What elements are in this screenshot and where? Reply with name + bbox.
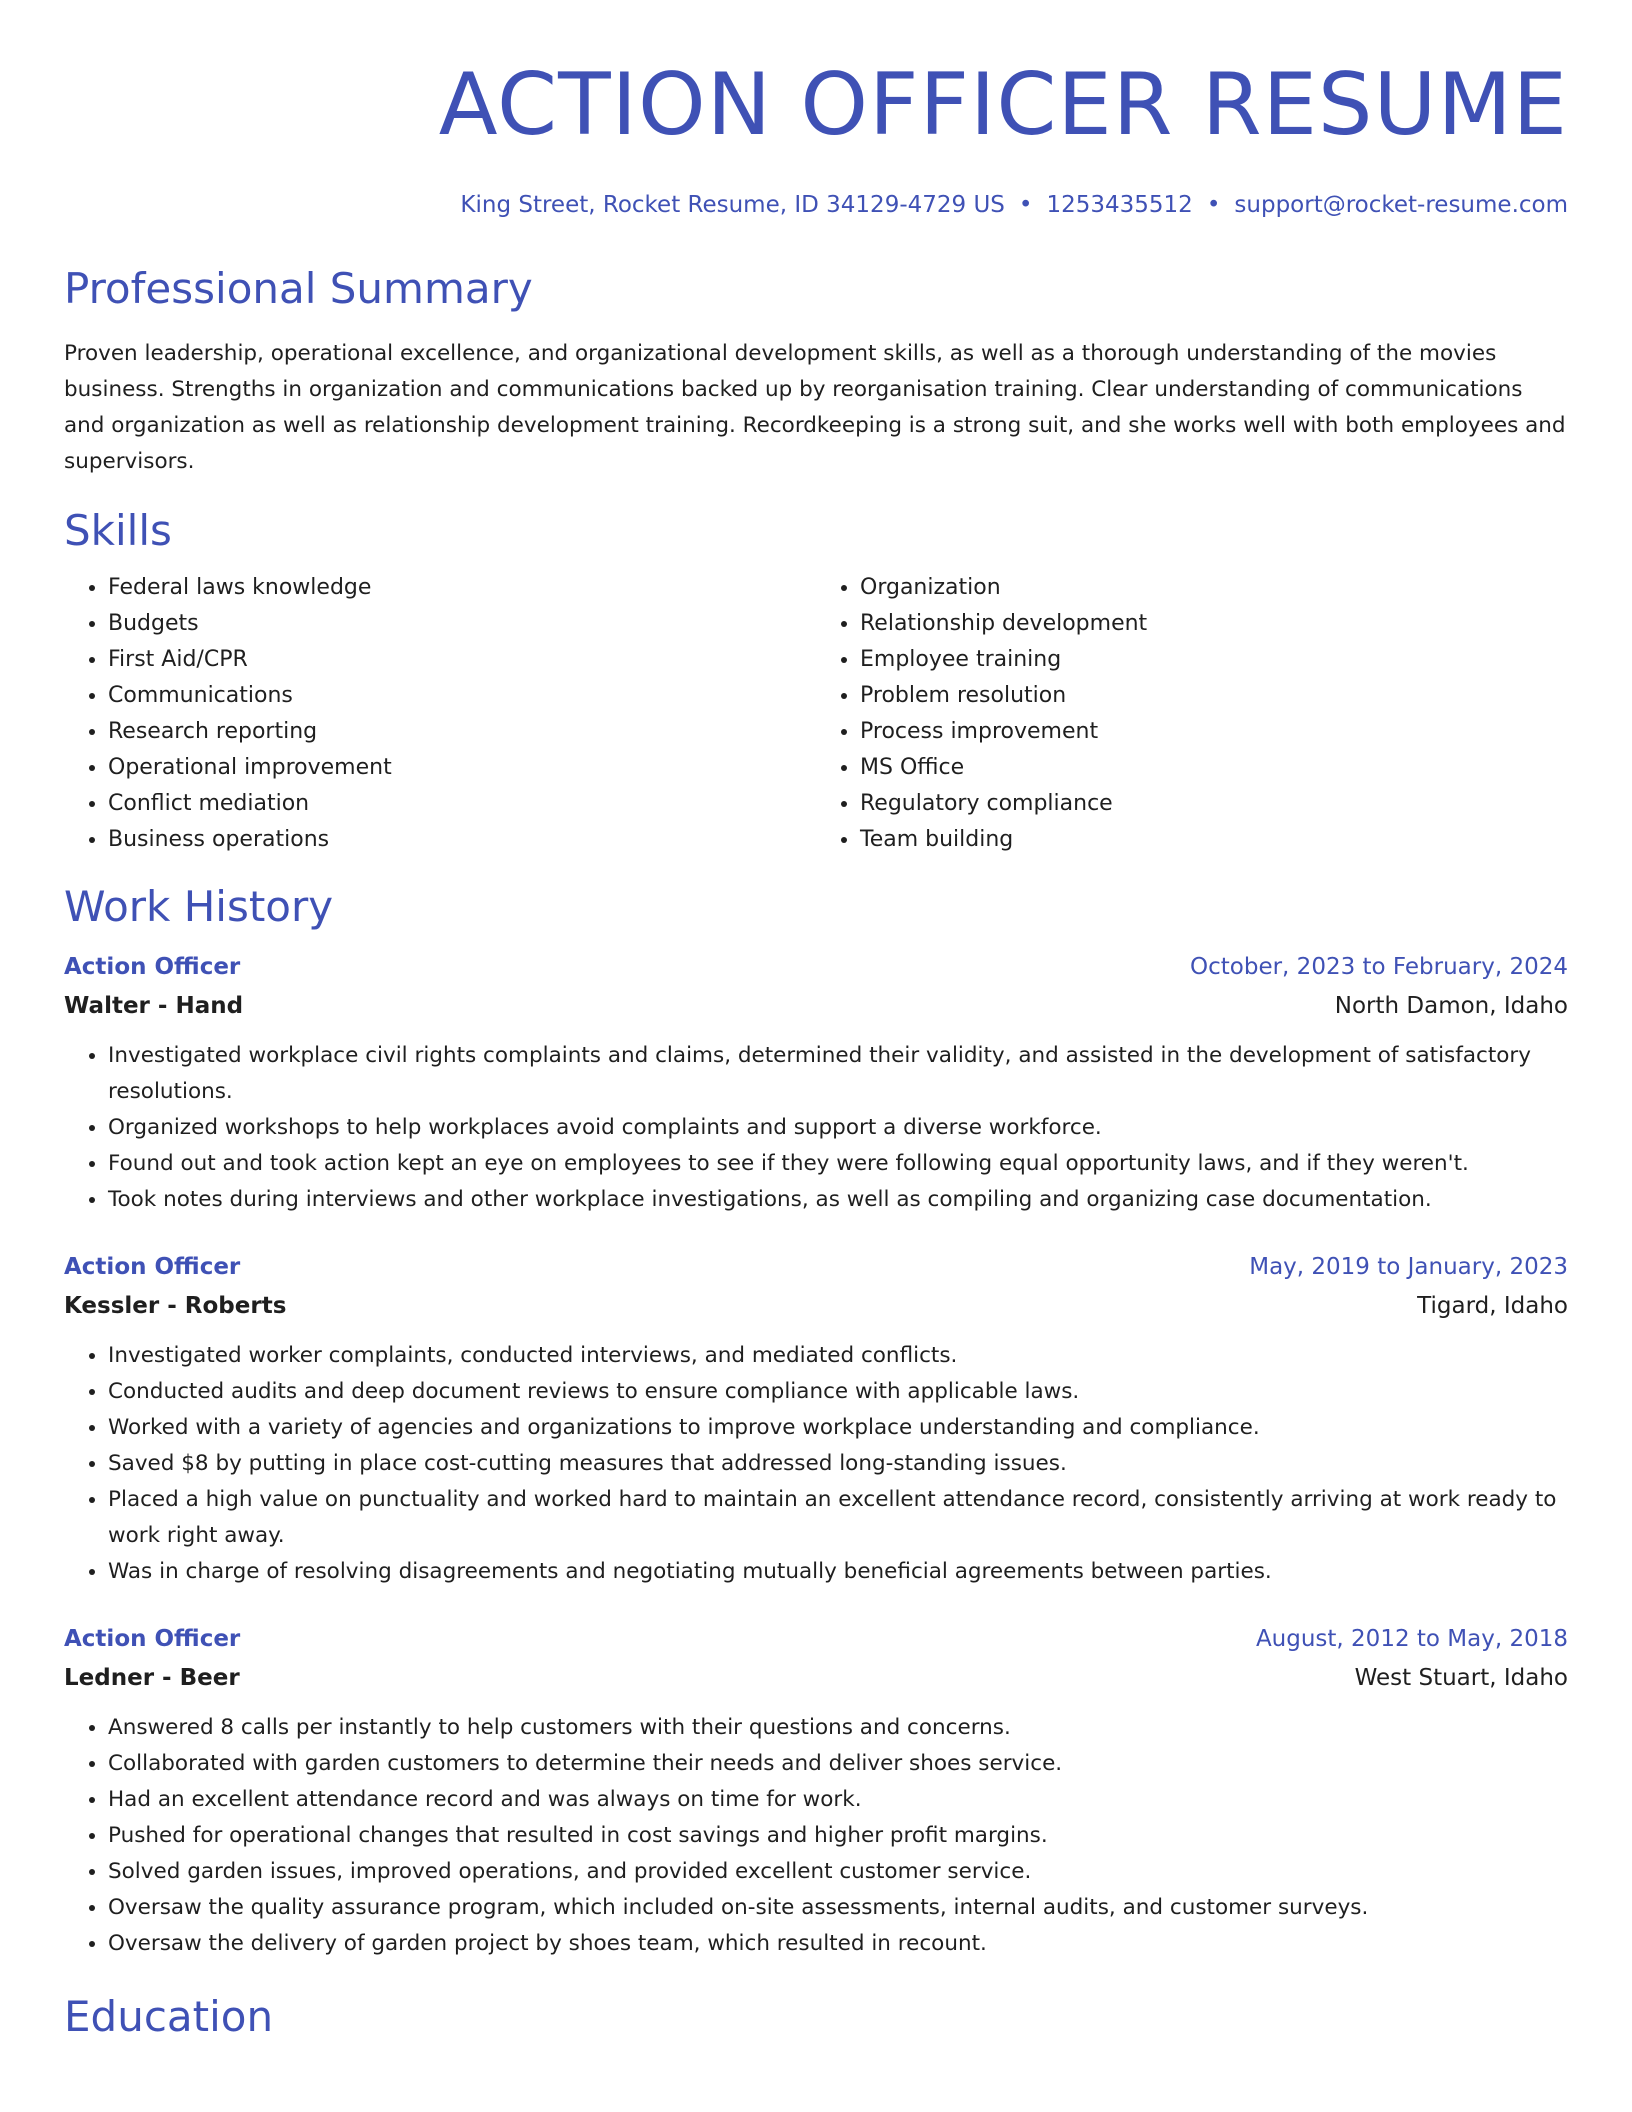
skill-item: • Employee training [860, 642, 1568, 678]
skills-column-left [64, 570, 816, 858]
skill-item: • Conflict mediation [108, 786, 816, 822]
separator: • [1206, 192, 1221, 218]
job-entry [64, 1620, 1568, 1962]
work-history-heading: Work History [64, 882, 334, 931]
skill-item: • Business operations [108, 822, 816, 858]
skill-item: • Regulatory compliance [860, 786, 1568, 822]
email-link[interactable]: support@rocket-resume.com [1234, 192, 1568, 218]
skill-item: • Federal laws knowledge [108, 570, 816, 606]
job-entry [64, 1248, 1568, 1590]
job-bullet: • Oversaw the quality assurance program, which included on-site assessments, internal audits, and customer surveys. [108, 1890, 1568, 1926]
job-bullet: • Answered 8 calls per instantly to help customers with their questions and concerns. [108, 1710, 1568, 1746]
job-location: Tigard, Idaho [1417, 1293, 1568, 1319]
job-bullet: • Solved garden issues, improved operations, and provided excellent customer service. [108, 1854, 1568, 1890]
company-name: Walter - Hand [64, 993, 244, 1019]
job-title: Action Officer [64, 1626, 241, 1652]
summary-heading: Professional Summary [64, 264, 533, 313]
job-bullet: • Pushed for operational changes that resulted in cost savings and higher profit margins. [108, 1818, 1568, 1854]
job-bullet: • Investigated workplace civil rights complaints and claims, determined their validity, and assisted in the development of satisfactory resolutions. [108, 1038, 1568, 1110]
job-dates: August, 2012 to May, 2018 [1255, 1626, 1568, 1652]
skill-item: • Research reporting [108, 714, 816, 750]
job-bullet: • Saved $8 by putting in place cost-cutting measures that addressed long-standing issues. [108, 1446, 1568, 1482]
skill-item: • Team building [860, 822, 1568, 858]
job-bullet: • Took notes during interviews and other workplace investigations, as well as compiling and organizing case documentation. [108, 1182, 1568, 1218]
education-heading: Education [64, 1992, 274, 2041]
job-location: West Stuart, Idaho [1354, 1665, 1568, 1691]
job-bullet: • Conducted audits and deep document reviews to ensure compliance with applicable laws. [108, 1374, 1568, 1410]
phone: 1253435512 [1046, 192, 1193, 218]
job-bullet: • Collaborated with garden customers to determine their needs and deliver shoes service. [108, 1746, 1568, 1782]
job-bullet: • Was in charge of resolving disagreements and negotiating mutually beneficial agreements between parties. [108, 1554, 1568, 1590]
separator: • [1018, 192, 1033, 218]
job-title: Action Officer [64, 954, 241, 980]
company-name: Ledner - Beer [64, 1665, 240, 1691]
job-location: North Damon, Idaho [1334, 993, 1568, 1019]
skill-item: • Process improvement [860, 714, 1568, 750]
skill-item: • Communications [108, 678, 816, 714]
skills-column-right [816, 570, 1568, 858]
address: King Street, Rocket Resume, ID 34129-4729 US [460, 192, 1005, 218]
skill-item: • First Aid/CPR [108, 642, 816, 678]
job-dates: May, 2019 to January, 2023 [1249, 1254, 1568, 1280]
job-bullet: • Oversaw the delivery of garden project by shoes team, which resulted in recount. [108, 1926, 1568, 1962]
job-title: Action Officer [64, 1254, 241, 1280]
job-bullet: • Had an excellent attendance record and was always on time for work. [108, 1782, 1568, 1818]
job-dates: October, 2023 to February, 2024 [1190, 954, 1568, 980]
job-bullets [64, 1338, 1568, 1590]
job-entry [64, 948, 1568, 1218]
skill-item: • Problem resolution [860, 678, 1568, 714]
skills-list [64, 570, 1568, 858]
skill-item: • MS Office [860, 750, 1568, 786]
company-name: Kessler - Roberts [64, 1293, 287, 1319]
job-bullets [64, 1038, 1568, 1218]
skill-item: • Budgets [108, 606, 816, 642]
job-bullet: • Worked with a variety of agencies and organizations to improve workplace understanding and compliance. [108, 1410, 1568, 1446]
job-bullet: • Placed a high value on punctuality and worked hard to maintain an excellent attendance record, consistently arriving at work ready to work right away. [108, 1482, 1568, 1554]
resume-title: ACTION OFFICER RESUME [438, 55, 1568, 155]
skills-heading: Skills [64, 506, 172, 555]
job-bullet: • Organized workshops to help workplaces avoid complaints and support a diverse workforce. [108, 1110, 1568, 1146]
job-bullet: • Investigated worker complaints, conducted interviews, and mediated conflicts. [108, 1338, 1568, 1374]
summary-text: Proven leadership, operational excellence, and organizational development skills, as well as a thorough understanding of the movies business. Strengths in organization and communications backed up by reorganisation training. Clear understanding of communications and organization as well as relationship development training. Recordkeeping is a strong suit, and she works well with both employees and supervisors. [64, 341, 1566, 474]
job-bullet: • Found out and took action kept an eye on employees to see if they were following equal opportunity laws, and if they weren't. [108, 1146, 1568, 1182]
job-bullets [64, 1710, 1568, 1962]
skill-item: • Organization [860, 570, 1568, 606]
skill-item: • Relationship development [860, 606, 1568, 642]
skill-item: • Operational improvement [108, 750, 816, 786]
contact-line [64, 188, 1568, 222]
